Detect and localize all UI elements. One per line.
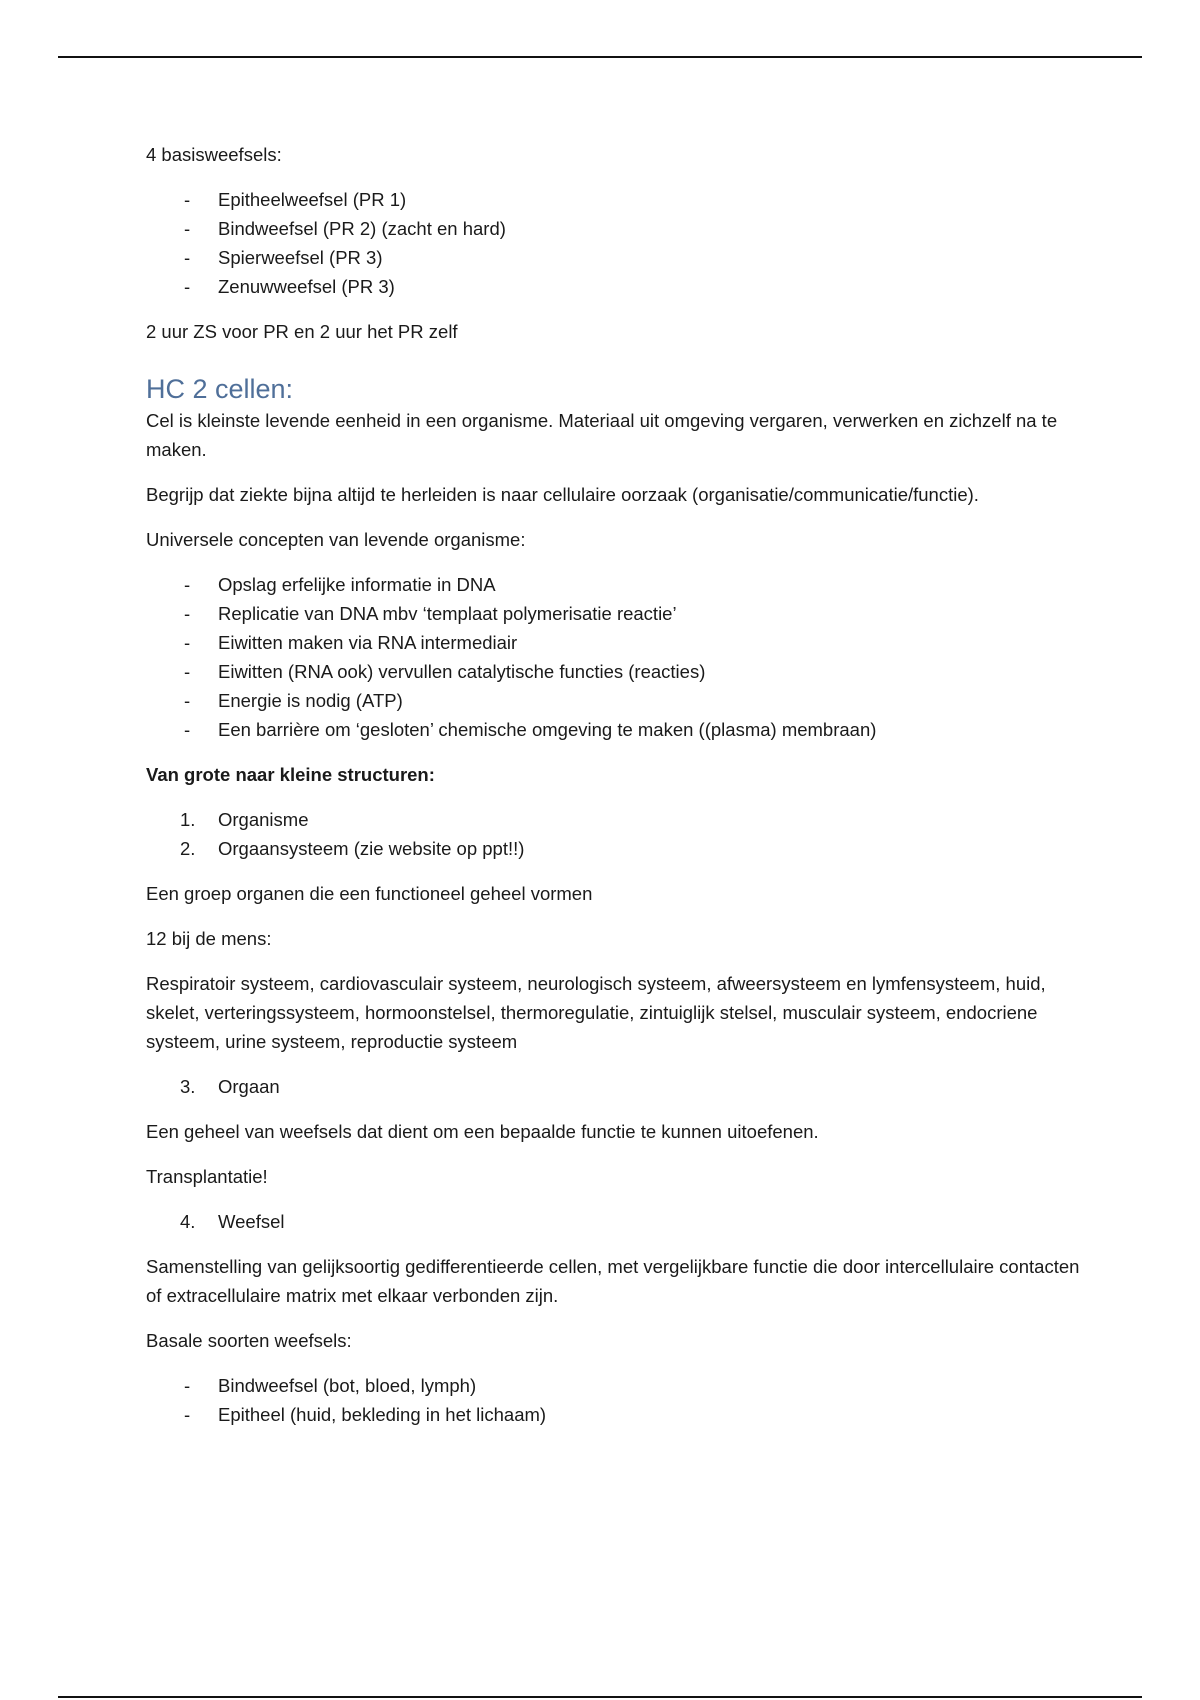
- list-item: - Bindweefsel (PR 2) (zacht en hard): [146, 214, 1096, 243]
- systems-list: Respiratoir systeem, cardiovasculair systeem, neurologisch systeem, afweersysteem en lymfensysteem, huid, skelet, verteringssysteem, hormoonstelsel, thermoregulatie, zintuiglijk stelsel, musculair systeem, endocriene systeem, urine systeem, reproductie systeem: [146, 973, 1046, 1052]
- cell-definition: Cel is kleinste levende eenheid in een organisme. Materiaal uit omgeving vergaren, verwerken en zichzelf na te maken.: [146, 410, 1058, 460]
- intro-line: 4 basisweefsels:: [146, 144, 282, 165]
- transplant-note: Transplantatie!: [146, 1166, 268, 1187]
- list-item: - Eiwitten (RNA ook) vervullen catalytische functies (reacties): [146, 657, 1096, 686]
- concepts-list: [146, 570, 1096, 744]
- tissue-list: [146, 185, 1096, 301]
- structures-list-b: [146, 1072, 1096, 1101]
- list-dash: -: [184, 276, 191, 297]
- disease-note: Begrijp dat ziekte bijna altijd te herleiden is naar cellulaire oorzaak (organisatie/communicatie/functie).: [146, 484, 979, 505]
- list-dash: -: [184, 690, 191, 711]
- list-dash: -: [184, 218, 191, 239]
- orgaan-description: Een geheel van weefsels dat dient om een bepaalde functie te kunnen uitoefenen.: [146, 1121, 819, 1142]
- list-dash: -: [184, 719, 191, 740]
- list-item: 2. Orgaansysteem (zie website op ppt!!): [146, 834, 1096, 863]
- list-number: 4.: [180, 1211, 196, 1232]
- structures-list-a: [146, 805, 1096, 863]
- concepts-intro: Universele concepten van levende organisme:: [146, 529, 526, 550]
- list-item: - Eiwitten maken via RNA intermediair: [146, 628, 1096, 657]
- human-count: 12 bij de mens:: [146, 928, 272, 949]
- header-rule: [58, 56, 1142, 58]
- list-item: - Energie is nodig (ATP): [146, 686, 1096, 715]
- orgaansysteem-description: Een groep organen die een functioneel geheel vormen: [146, 883, 593, 904]
- list-item: - Zenuwweefsel (PR 3): [146, 272, 1096, 301]
- list-dash: -: [184, 1404, 191, 1425]
- document-body: [146, 140, 1096, 1445]
- list-dash: -: [184, 189, 191, 210]
- practicum-note: 2 uur ZS voor PR en 2 uur het PR zelf: [146, 321, 458, 342]
- list-item: 1. Organisme: [146, 805, 1096, 834]
- list-dash: -: [184, 632, 191, 653]
- list-number: 2.: [180, 838, 196, 859]
- list-dash: -: [184, 661, 191, 682]
- structures-heading: Van grote naar kleine structuren:: [146, 764, 435, 785]
- list-item: - Replicatie van DNA mbv ‘templaat polymerisatie reactie’: [146, 599, 1096, 628]
- list-number: 3.: [180, 1076, 196, 1097]
- list-item: - Een barrière om ‘gesloten’ chemische omgeving te maken ((plasma) membraan): [146, 715, 1096, 744]
- section-heading: HC 2 cellen:: [146, 374, 294, 404]
- list-dash: -: [184, 247, 191, 268]
- list-number: 1.: [180, 809, 196, 830]
- list-item: - Epitheelweefsel (PR 1): [146, 185, 1096, 214]
- list-item: - Epitheel (huid, bekleding in het lichaam): [146, 1400, 1096, 1429]
- list-item: - Spierweefsel (PR 3): [146, 243, 1096, 272]
- list-item: - Bindweefsel (bot, bloed, lymph): [146, 1371, 1096, 1400]
- structures-list-c: [146, 1207, 1096, 1236]
- list-item: 4. Weefsel: [146, 1207, 1096, 1236]
- list-dash: -: [184, 574, 191, 595]
- basal-intro: Basale soorten weefsels:: [146, 1330, 352, 1351]
- list-dash: -: [184, 1375, 191, 1396]
- basal-types-list: [146, 1371, 1096, 1429]
- weefsel-description: Samenstelling van gelijksoortig gedifferentieerde cellen, met vergelijkbare functie die door intercellulaire contacten of extracellulaire matrix met elkaar verbonden zijn.: [146, 1256, 1080, 1306]
- list-dash: -: [184, 603, 191, 624]
- list-item: 3. Orgaan: [146, 1072, 1096, 1101]
- list-item: - Opslag erfelijke informatie in DNA: [146, 570, 1096, 599]
- footer-rule: [58, 1696, 1142, 1698]
